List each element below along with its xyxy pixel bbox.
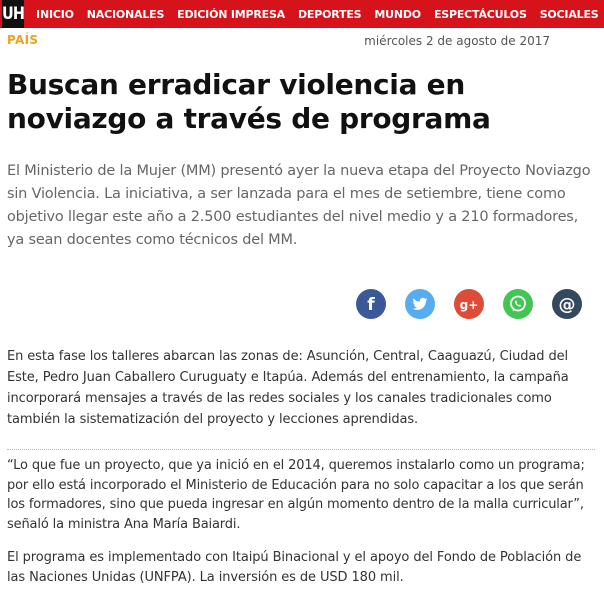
nav-item-mundo[interactable]: MUNDO [374,7,421,21]
site-logo[interactable]: UH [2,0,24,28]
nav-item-sociales[interactable]: SOCIALES [539,7,599,21]
article-paragraph-1: En esta fase los talleres abarcan las zonas de: Asunción, Central, Caaguazú, Ciudad del Este, Pedro Juan Caballero Curuguaty e Itapúa. Además del entrenamiento, la campaña incorporará mensajes a través de las redes sociales y los canales tradicionales como también la sistematización del proyecto y lecciones aprendidas. [7,349,569,427]
svg-text:f: f [367,295,375,315]
article-title-line-1: Buscan erradicar violencia en [7,68,465,101]
share-buttons [356,289,582,319]
main-nav [36,0,604,28]
nav-item-deportes[interactable]: DEPORTES [297,7,362,21]
article-date: miércoles 2 de agosto de 2017 [364,34,550,48]
facebook-icon [356,289,386,319]
nav-item-edicion-impresa[interactable]: EDICIÓN IMPRESA [177,7,285,21]
top-navigation-bar [0,0,604,28]
share-facebook-button[interactable] [356,289,386,319]
article-title [7,68,592,136]
share-twitter-button[interactable] [405,289,435,319]
share-google-plus-button[interactable] [454,289,484,319]
svg-text:g+: g+ [459,298,479,312]
article-quote: “Lo que fue un proyecto, que ya inició en el 2014, queremos instalarlo como un programa; por ello está incorporado el Ministerio de Educación para no solo capacitar a los que serán los formadores, sino que pueda ingresar en algún momento dentro de la malla curricular”, señaló la ministra Ana María Baiardi. [7,458,585,532]
whatsapp-icon [503,289,533,319]
nav-item-inicio[interactable]: INICIO [36,7,74,21]
nav-item-nacionales[interactable]: NACIONALES [86,7,165,21]
share-whatsapp-button[interactable] [503,289,533,319]
section-label[interactable]: PAÍS [7,33,39,47]
svg-text:@: @ [558,295,576,315]
article-title-line-2: noviazgo a través de programa [7,102,491,135]
twitter-icon [405,289,435,319]
email-icon [552,289,582,319]
share-email-button[interactable] [552,289,582,319]
nav-item-espectaculos[interactable]: ESPECTÁCULOS [433,7,527,21]
quote-divider [7,449,595,450]
article-paragraph-2: El programa es implementado con Itaipú Binacional y el apoyo del Fondo de Población de las Naciones Unidas (UNFPA). La inversión es de USD 180 mil. [7,550,582,585]
article-lead: El Ministerio de la Mujer (MM) presentó ayer la nueva etapa del Proyecto Noviazgo sin Violencia. La iniciativa, a ser lanzada para el mes de setiembre, tiene como objetivo llegar este año a 2.500 estudiantes del nivel medio y a 210 formadores, ya sean docentes como técnicos del MM. [7,163,591,248]
google-plus-icon [454,289,484,319]
